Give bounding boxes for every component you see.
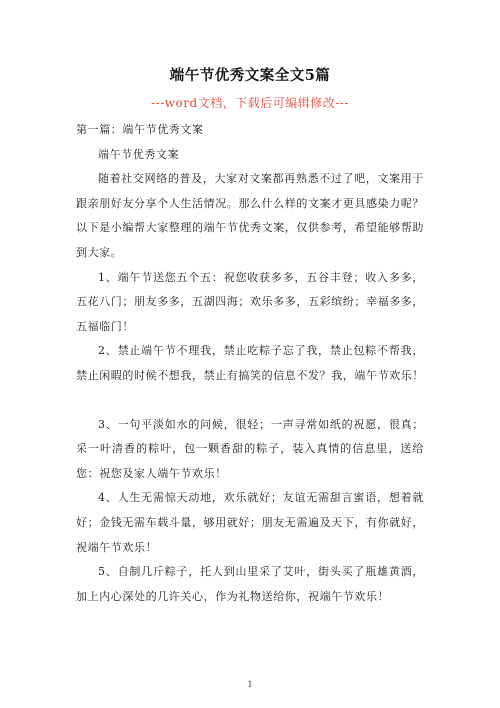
list-item: 2、禁止端午节不理我，禁止吃粽子忘了我，禁止包粽不帮我，禁止闲暇的时候不想我，禁止有搞笑的信息不发？我，端午节欢乐！ (76, 344, 424, 382)
document-subtitle: ---word文档，下载后可编辑修改--- (151, 96, 349, 110)
document-body (76, 118, 424, 609)
page-number: 1 (247, 680, 253, 689)
list-item: 5、自制几斤粽子，托人到山里采了艾叶，街头买了瓶雄黄酒，加上内心深处的几许关心，作为礼物送给你，祝端午节欢乐！ (76, 565, 424, 603)
list-item: 1、端午节送您五个五：祝您收获多多，五谷丰登；收入多多，五花八门；朋友多多，五湖四海；欢乐多多，五彩缤纷；幸福多多，五福临门！ (76, 270, 424, 333)
document-title: 端午节优秀文案全文5篇 (169, 67, 331, 84)
article-title: 端午节优秀文案 (98, 147, 180, 161)
list-item: 4、人生无需惊天动地，欢乐就好；友谊无需甜言蜜语，想着就好；金钱无需车载斗量，够用就好；朋友无需遍及天下，有你就好，祝端午节欢乐！ (76, 491, 424, 554)
paragraph-spacer (76, 389, 424, 413)
list-item: 3、一句平淡如水的问候，很轻；一声寻常如纸的祝愿，很真；采一叶清香的粽叶，包一颗香甜的粽子，装入真情的信息里，送给您：祝您及家人端午节欢乐！ (76, 417, 424, 480)
section-heading: 第一篇：端午节优秀文案 (76, 123, 204, 136)
intro-paragraph: 随着社交网络的普及，大家对文案都再熟悉不过了吧，文案用于跟亲朋好友分享个人生活情况。那么什么样的文案才更具感染力呢？以下是小编帮大家整理的端午节优秀文案，仅供参考，希望能够帮助到大家。 (76, 172, 424, 259)
